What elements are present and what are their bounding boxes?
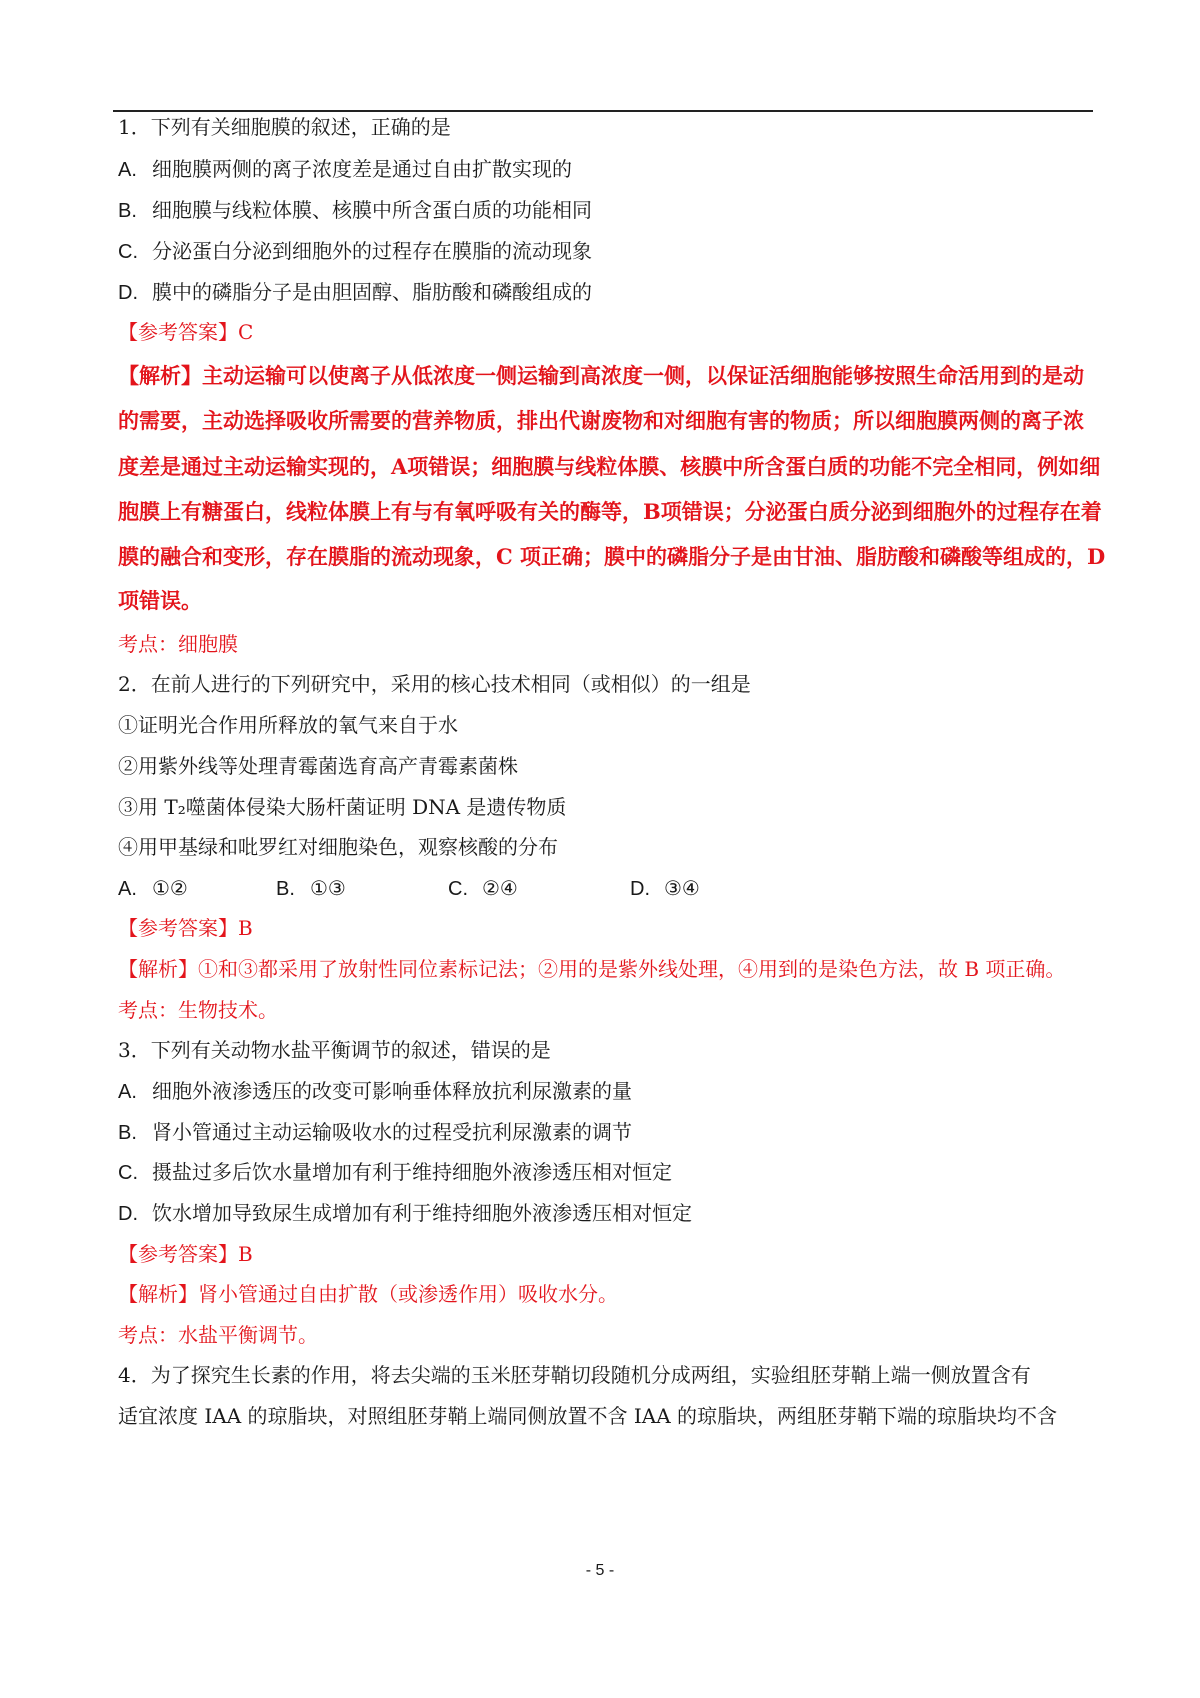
q3-answer: 【参考答案】B — [118, 1242, 253, 1266]
q2-item: ②用紫外线等处理青霉菌选育高产青霉素菌株 — [118, 754, 518, 778]
q2-stem: 2．在前人进行的下列研究中，采用的核心技术相同（或相似）的一组是 — [118, 672, 751, 696]
q3-option-b: B. 肾小管通过主动运输吸收水的过程受抗利尿激素的调节 — [118, 1120, 632, 1144]
q2-option-c: C. ②④ — [448, 876, 518, 900]
q1-option-a: A. 细胞膜两侧的离子浓度差是通过自由扩散实现的 — [118, 157, 572, 181]
q1-option-d: D. 膜中的磷脂分子是由胆固醇、脂肪酸和磷酸组成的 — [118, 280, 592, 304]
q3-option-c: C. 摄盐过多后饮水量增加有利于维持细胞外液渗透压相对恒定 — [118, 1160, 672, 1184]
q1-explanation-line: 【解析】主动运输可以使离子从低浓度一侧运输到高浓度一侧，以保证活细胞能够按照生命活用到的是动 — [118, 363, 1084, 388]
q3-option-d: D. 饮水增加导致尿生成增加有利于维持细胞外液渗透压相对恒定 — [118, 1201, 692, 1225]
q2-item: ①证明光合作用所释放的氧气来自于水 — [118, 713, 458, 737]
q1-stem: 1．下列有关细胞膜的叙述，正确的是 — [118, 115, 451, 139]
q3-stem: 3．下列有关动物水盐平衡调节的叙述，错误的是 — [118, 1038, 551, 1062]
q1-explanation-line: 胞膜上有糖蛋白，线粒体膜上有与有氧呼吸有关的酶等，B项错误；分泌蛋白质分泌到细胞外的过程存在着 — [118, 499, 1102, 524]
q1-option-b: B. 细胞膜与线粒体膜、核膜中所含蛋白质的功能相同 — [118, 198, 592, 222]
q2-item: ④用甲基绿和吡罗红对细胞染色，观察核酸的分布 — [118, 835, 558, 859]
q1-option-c: C. 分泌蛋白分泌到细胞外的过程存在膜脂的流动现象 — [118, 239, 592, 263]
q2-option-b: B. ①③ — [276, 876, 346, 900]
q1-answer: 【参考答案】C — [118, 320, 254, 344]
q2-option-a: A. ①② — [118, 876, 188, 900]
q1-explanation-line: 度差是通过主动运输实现的，A项错误；细胞膜与线粒体膜、核膜中所含蛋白质的功能不完全相同，例如细 — [118, 454, 1101, 479]
q3-explanation: 【解析】肾小管通过自由扩散（或渗透作用）吸收水分。 — [118, 1282, 618, 1306]
header-rule — [113, 110, 1093, 112]
q4-stem-line: 4．为了探究生长素的作用，将去尖端的玉米胚芽鞘切段随机分成两组，实验组胚芽鞘上端一侧放置含有 — [118, 1363, 1031, 1387]
q1-explanation-line: 项错误。 — [118, 588, 202, 613]
q2-topic: 考点：生物技术。 — [118, 998, 278, 1022]
q3-option-a: A. 细胞外液渗透压的改变可影响垂体释放抗利尿激素的量 — [118, 1079, 632, 1103]
page-number: - 5 - — [585, 1562, 615, 1579]
q2-item: ③用 T₂噬菌体侵染大肠杆菌证明 DNA 是遗传物质 — [118, 795, 567, 819]
q3-topic: 考点：水盐平衡调节。 — [118, 1323, 318, 1347]
q4-stem-line: 适宜浓度 IAA 的琼脂块，对照组胚芽鞘上端同侧放置不含 IAA 的琼脂块，两组胚芽鞘下端的琼脂块均不含 — [118, 1404, 1058, 1428]
q1-topic: 考点：细胞膜 — [118, 632, 238, 656]
q2-option-d: D. ③④ — [630, 876, 700, 900]
q2-explanation: 【解析】①和③都采用了放射性同位素标记法；②用的是紫外线处理，④用到的是染色方法，故 B 项正确。 — [118, 957, 1066, 981]
q1-explanation-line: 膜的融合和变形，存在膜脂的流动现象，C 项正确；膜中的磷脂分子是由甘油、脂肪酸和磷酸等组成的，D — [118, 544, 1106, 569]
q2-answer: 【参考答案】B — [118, 916, 253, 940]
q1-explanation-line: 的需要，主动选择吸收所需要的营养物质，排出代谢废物和对细胞有害的物质；所以细胞膜两侧的离子浓 — [118, 408, 1084, 433]
